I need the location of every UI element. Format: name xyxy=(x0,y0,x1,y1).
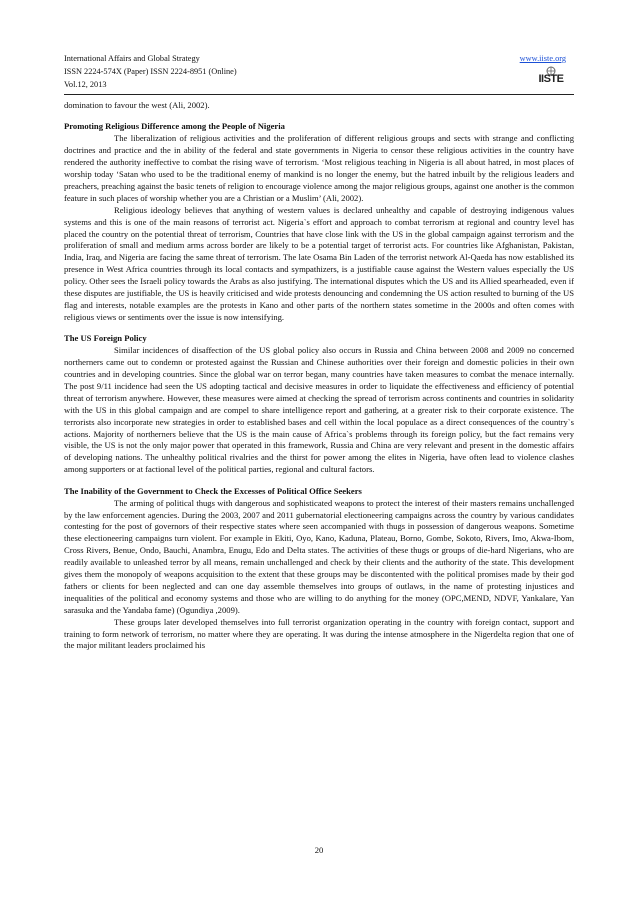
article-body xyxy=(64,100,574,652)
section-heading-religious-difference: Promoting Religious Difference among the People of Nigeria xyxy=(64,121,285,132)
paragraph: The arming of political thugs with dangerous and sophisticated weapons to protect the interest of their masters remains unchallenged by the law enforcement agencies. During the 2003, 2007 and 2011 gubernatorial electioneering campaigns across the country by various candidates contesting for the post of governors of their respective states where seen accompanied with thugs in possession of dangerous weapons. Sometime these electioneering campaigns turn violent. For example in Ekiti, Oyo, Kano, Kaduna, Plateau, Borno, Gombe, Sokoto, Rivers, Imo, Akwa-Ibom, Cross Rivers, Benue, Ondo, Bauchi, Anambra, Enugu, Edo and Delta states. The activities of these thugs or groups of die-hard Nigerians, who are readily available to unleashed terror by all means, remain unchallenged and check by their clients and the authority of the state. This development gives them the monopoly of weapons acquisition to the extent that these groups may be discontented with the political promises made by their god fathers or clients for been neglected and can one day assemble themselves into groups of outlaws, in the name of protesting injustices and inequalities of the political and economy systems and those who are willing to do anything for the money (OPC,MEND, NDVF, Yankalare, Yan sarasuka and the Yandaba fame) (Ogundiya ,2009). xyxy=(64,497,574,615)
paragraph: Religious ideology believes that anything of western values is declared unhealthy and capable of destroying indigenous values systems and this is one of the main reasons of terrorist act. Nigeria`s effort and approach to combat terrorism at regional and country level has placed the country on the potential threat of terrorism, Countries that have close link with the US in the global campaign against terrorism and the proliferation of small and medium arms across border are likely to be a potential target of terrorist acts. For countries like Afghanistan, Pakistan, India, Iraq, and Nigeria are facing the same threat of terrorism. The late Osama Bin Laden of the terrorist network Al-Qaeda has now established its presence in West Africa countries through its local contacts and sympathizers, is a justifiable cause against the Western values especially the US policy. Other sees the Israeli policy towards the Arabs as also justifying. The international disputes which the US and its Allied spearheaded, even if these disputes are justifiable, the US is heavily criticised and wide protests denouncing and condemning the US action resulted to burning of the US flag and interests, notable examples are the protests in Kano and other parts of the northern states sometime in the 2000s and often comes with religious views or sentiments over the issue is now intensifying. xyxy=(64,204,574,322)
iiste-logo xyxy=(536,65,566,89)
iiste-logo-text: IISTE xyxy=(538,73,564,85)
paragraph: The liberalization of religious activities and the proliferation of different religious groups and sects with strange and conflicting doctrines and practice and the in ability of the federal and state governments in Nigeria to censor these religious activities in the country have rendered the authority ineffective to combat the rising wave of terrorism. ‘Most religious teaching in Nigeria is all about hatred, in most places of worship today ‘Satan who used to be the traditional enemy of mankind is no longer the enemy, but the hatred inbuilt by the religious leaders and preachers, preaching against the basic tenets of religion to encourage violence among the major religious groups, against one another is the common feature in such places of worship whether you are a Christian or a Muslim’ (Ali, 2002). xyxy=(64,133,574,203)
paragraph: Similar incidences of disaffection of the US global policy also occurs in Russia and China between 2008 and 2009 no concerned northerners came out to condemn or protested against the Russian and Chinese authorities over their foreign and domestic policies in their own countries and in developing countries. Since the global war on terror began, many countries have taken measures to combat the menace internally. The post 9/11 incidence had seen the US adopting tactical and decisive measures in order to liquidate the effectiveness and efficiency of potential threat of terrorism anywhere. However, these measures were aimed at checking the spread of terrorism across continents and countries in solidarity with the US in this global campaign and are compel to share intelligence report and gathering, at a greater risk to their corporate existence. The terrorists also incorporate new strategies in order to established bases and cell within the local populace as a direct consequences of the country`s actions. Majority of northerners believe that the US is the main cause of Africa`s problems through its foreign policy, but the fact remains very visible, the US is not the only major power that operated in this framework, Russia and China are very relevant and present in the domestic affairs of developing nations. The unhealthy political rivalries and the thirst for power among the elites in Nigeria, have often lead to violence clashes among supporters or at factional level of the political parties, regional and cultural factors. xyxy=(64,345,574,475)
journal-title: International Affairs and Global Strategy xyxy=(64,54,200,63)
volume-line: Vol.12, 2013 xyxy=(64,80,107,89)
issn-line: ISSN 2224-574X (Paper) ISSN 2224-8951 (Online) xyxy=(64,67,237,76)
page-number: 20 xyxy=(314,845,324,855)
intro-line: domination to favour the west (Ali, 2002). xyxy=(64,100,210,110)
header-divider xyxy=(64,94,574,95)
section-heading-us-foreign-policy: The US Foreign Policy xyxy=(64,333,147,344)
page-header xyxy=(64,52,574,96)
paragraph: These groups later developed themselves into full terrorist organization operating in the country with foreign contact, support and training to form network of terrorism, no matter where they are operating. It was during the intense atmosphere in the Nigerdelta region that one of the major militant leaders proclaimed his xyxy=(64,616,574,651)
section-heading-political-office-seekers: The Inability of the Government to Check the Excesses of Political Office Seekers xyxy=(64,485,362,496)
journal-website-link[interactable]: www.iiste.org xyxy=(519,54,566,63)
